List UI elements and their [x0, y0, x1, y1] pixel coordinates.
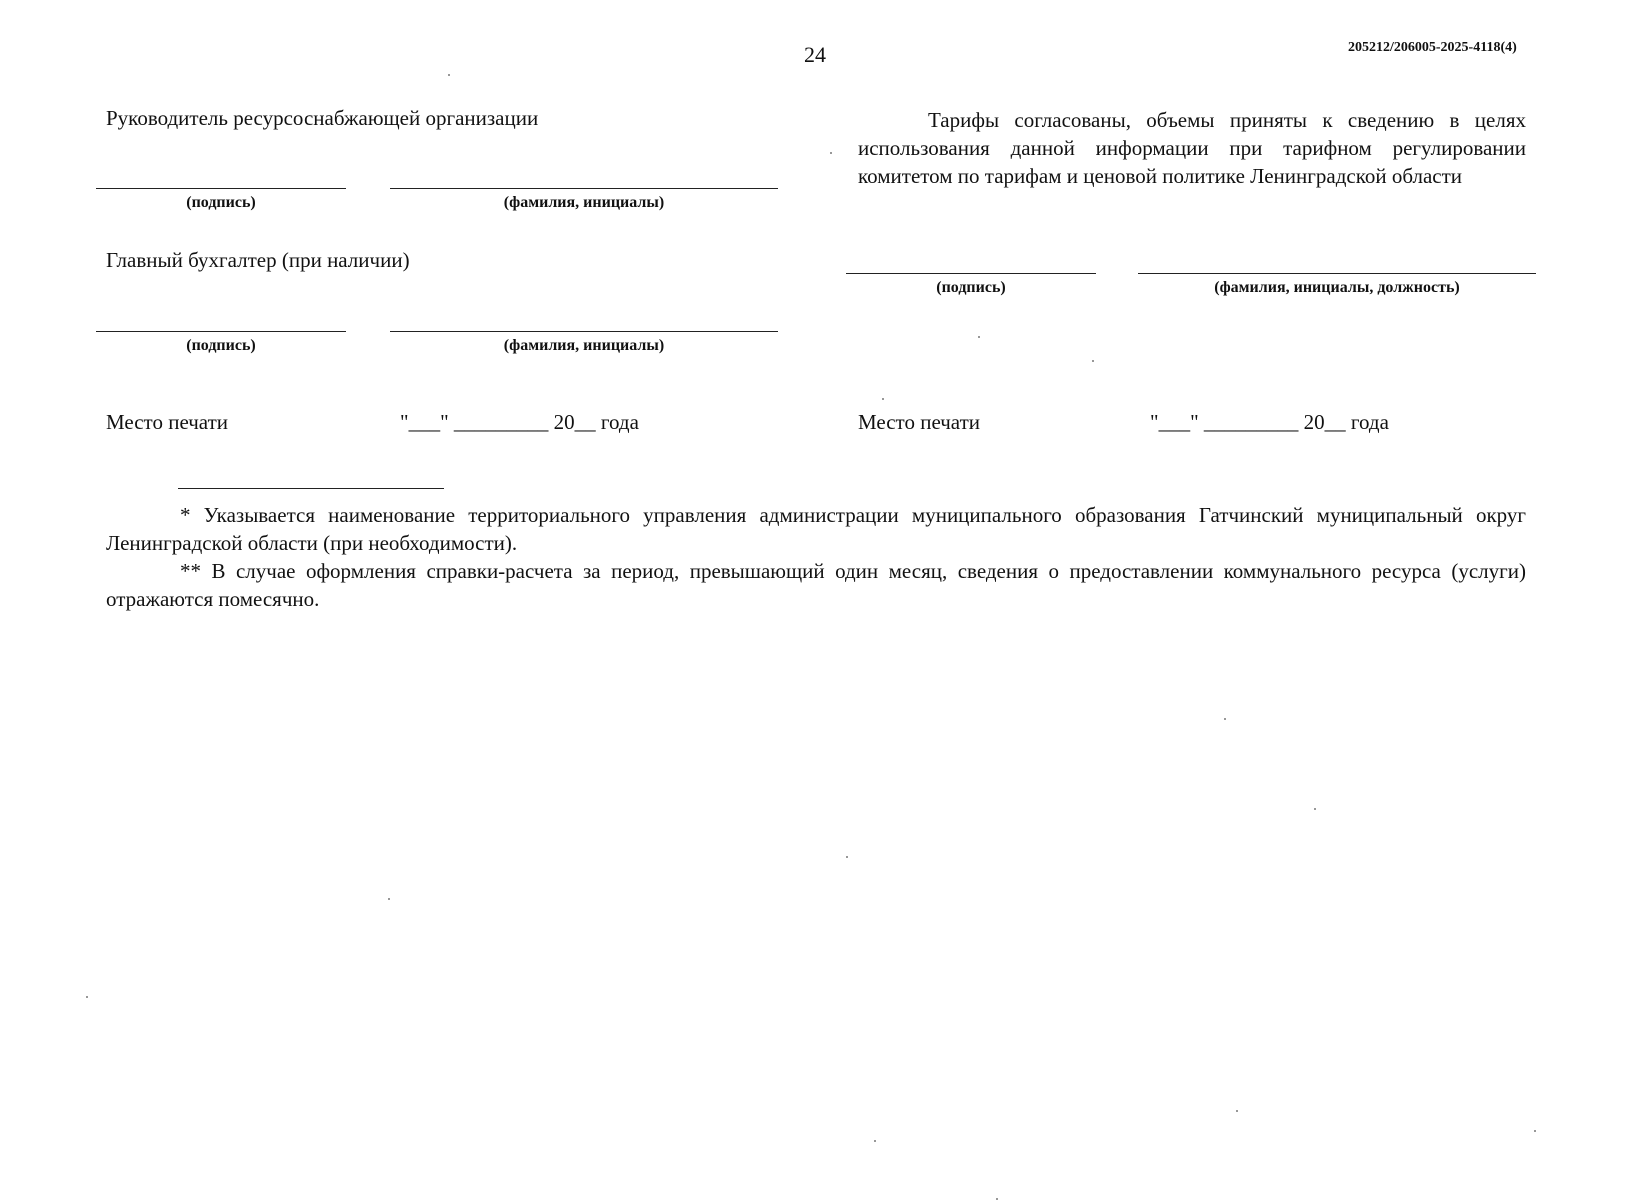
date-field: "___" _________ 20__ года: [1150, 410, 1389, 434]
name-line: [1138, 273, 1536, 274]
accountant-title: Главный бухгалтер (при наличии): [106, 248, 410, 272]
scan-speck: [388, 898, 390, 900]
footnote-1: * Указывается наименование территориального управления администрации муниципального образования Гатчинский муниципальный округ Ленинградской области (при необходимости).: [106, 503, 1526, 555]
page-number: 24: [804, 42, 826, 67]
signature-line: [96, 188, 346, 189]
signature-line: [96, 331, 346, 332]
scan-speck: [882, 398, 884, 400]
stamp-label: Место печати: [858, 410, 981, 434]
footnotes: [106, 501, 1526, 613]
scan-speck: [830, 152, 832, 154]
head-title: Руководитель ресурсоснабжающей организации: [106, 106, 539, 130]
name-caption: (фамилия, инициалы): [503, 194, 665, 211]
signature-caption: (подпись): [936, 279, 1006, 296]
scan-speck: [1224, 718, 1226, 720]
scan-speck: [448, 74, 450, 76]
name-caption: (фамилия, инициалы): [503, 337, 665, 354]
footnote-separator: [178, 488, 444, 489]
name-line: [390, 331, 778, 332]
signature-caption: (подпись): [186, 194, 256, 211]
signature-line: [846, 273, 1096, 274]
footnote-2: ** В случае оформления справки-расчета за период, превышающий один месяц, сведения о предоставлении коммунального ресурса (услуги) отражаются помесячно.: [106, 559, 1526, 611]
scan-speck: [1092, 360, 1094, 362]
name-line: [390, 188, 778, 189]
document-id: 205212/206005-2025-4118(4): [1348, 40, 1517, 55]
scan-speck: [874, 1140, 876, 1142]
scan-speck: [1534, 1130, 1536, 1132]
date-field: "___" _________ 20__ года: [400, 410, 639, 434]
scan-speck: [846, 856, 848, 858]
scan-speck: [1236, 1110, 1238, 1112]
stamp-label: Место печати: [106, 410, 229, 434]
name-caption: (фамилия, инициалы, должность): [1214, 279, 1460, 296]
scan-speck: [978, 336, 980, 338]
approval-text: Тарифы согласованы, объемы приняты к сведению в целях использования данной информации при тарифном регулировании комитетом по тарифам и ценовой политике Ленинградской области: [858, 108, 1526, 188]
scan-speck: [1314, 808, 1316, 810]
signature-caption: (подпись): [186, 337, 256, 354]
scan-speck: [86, 996, 88, 998]
